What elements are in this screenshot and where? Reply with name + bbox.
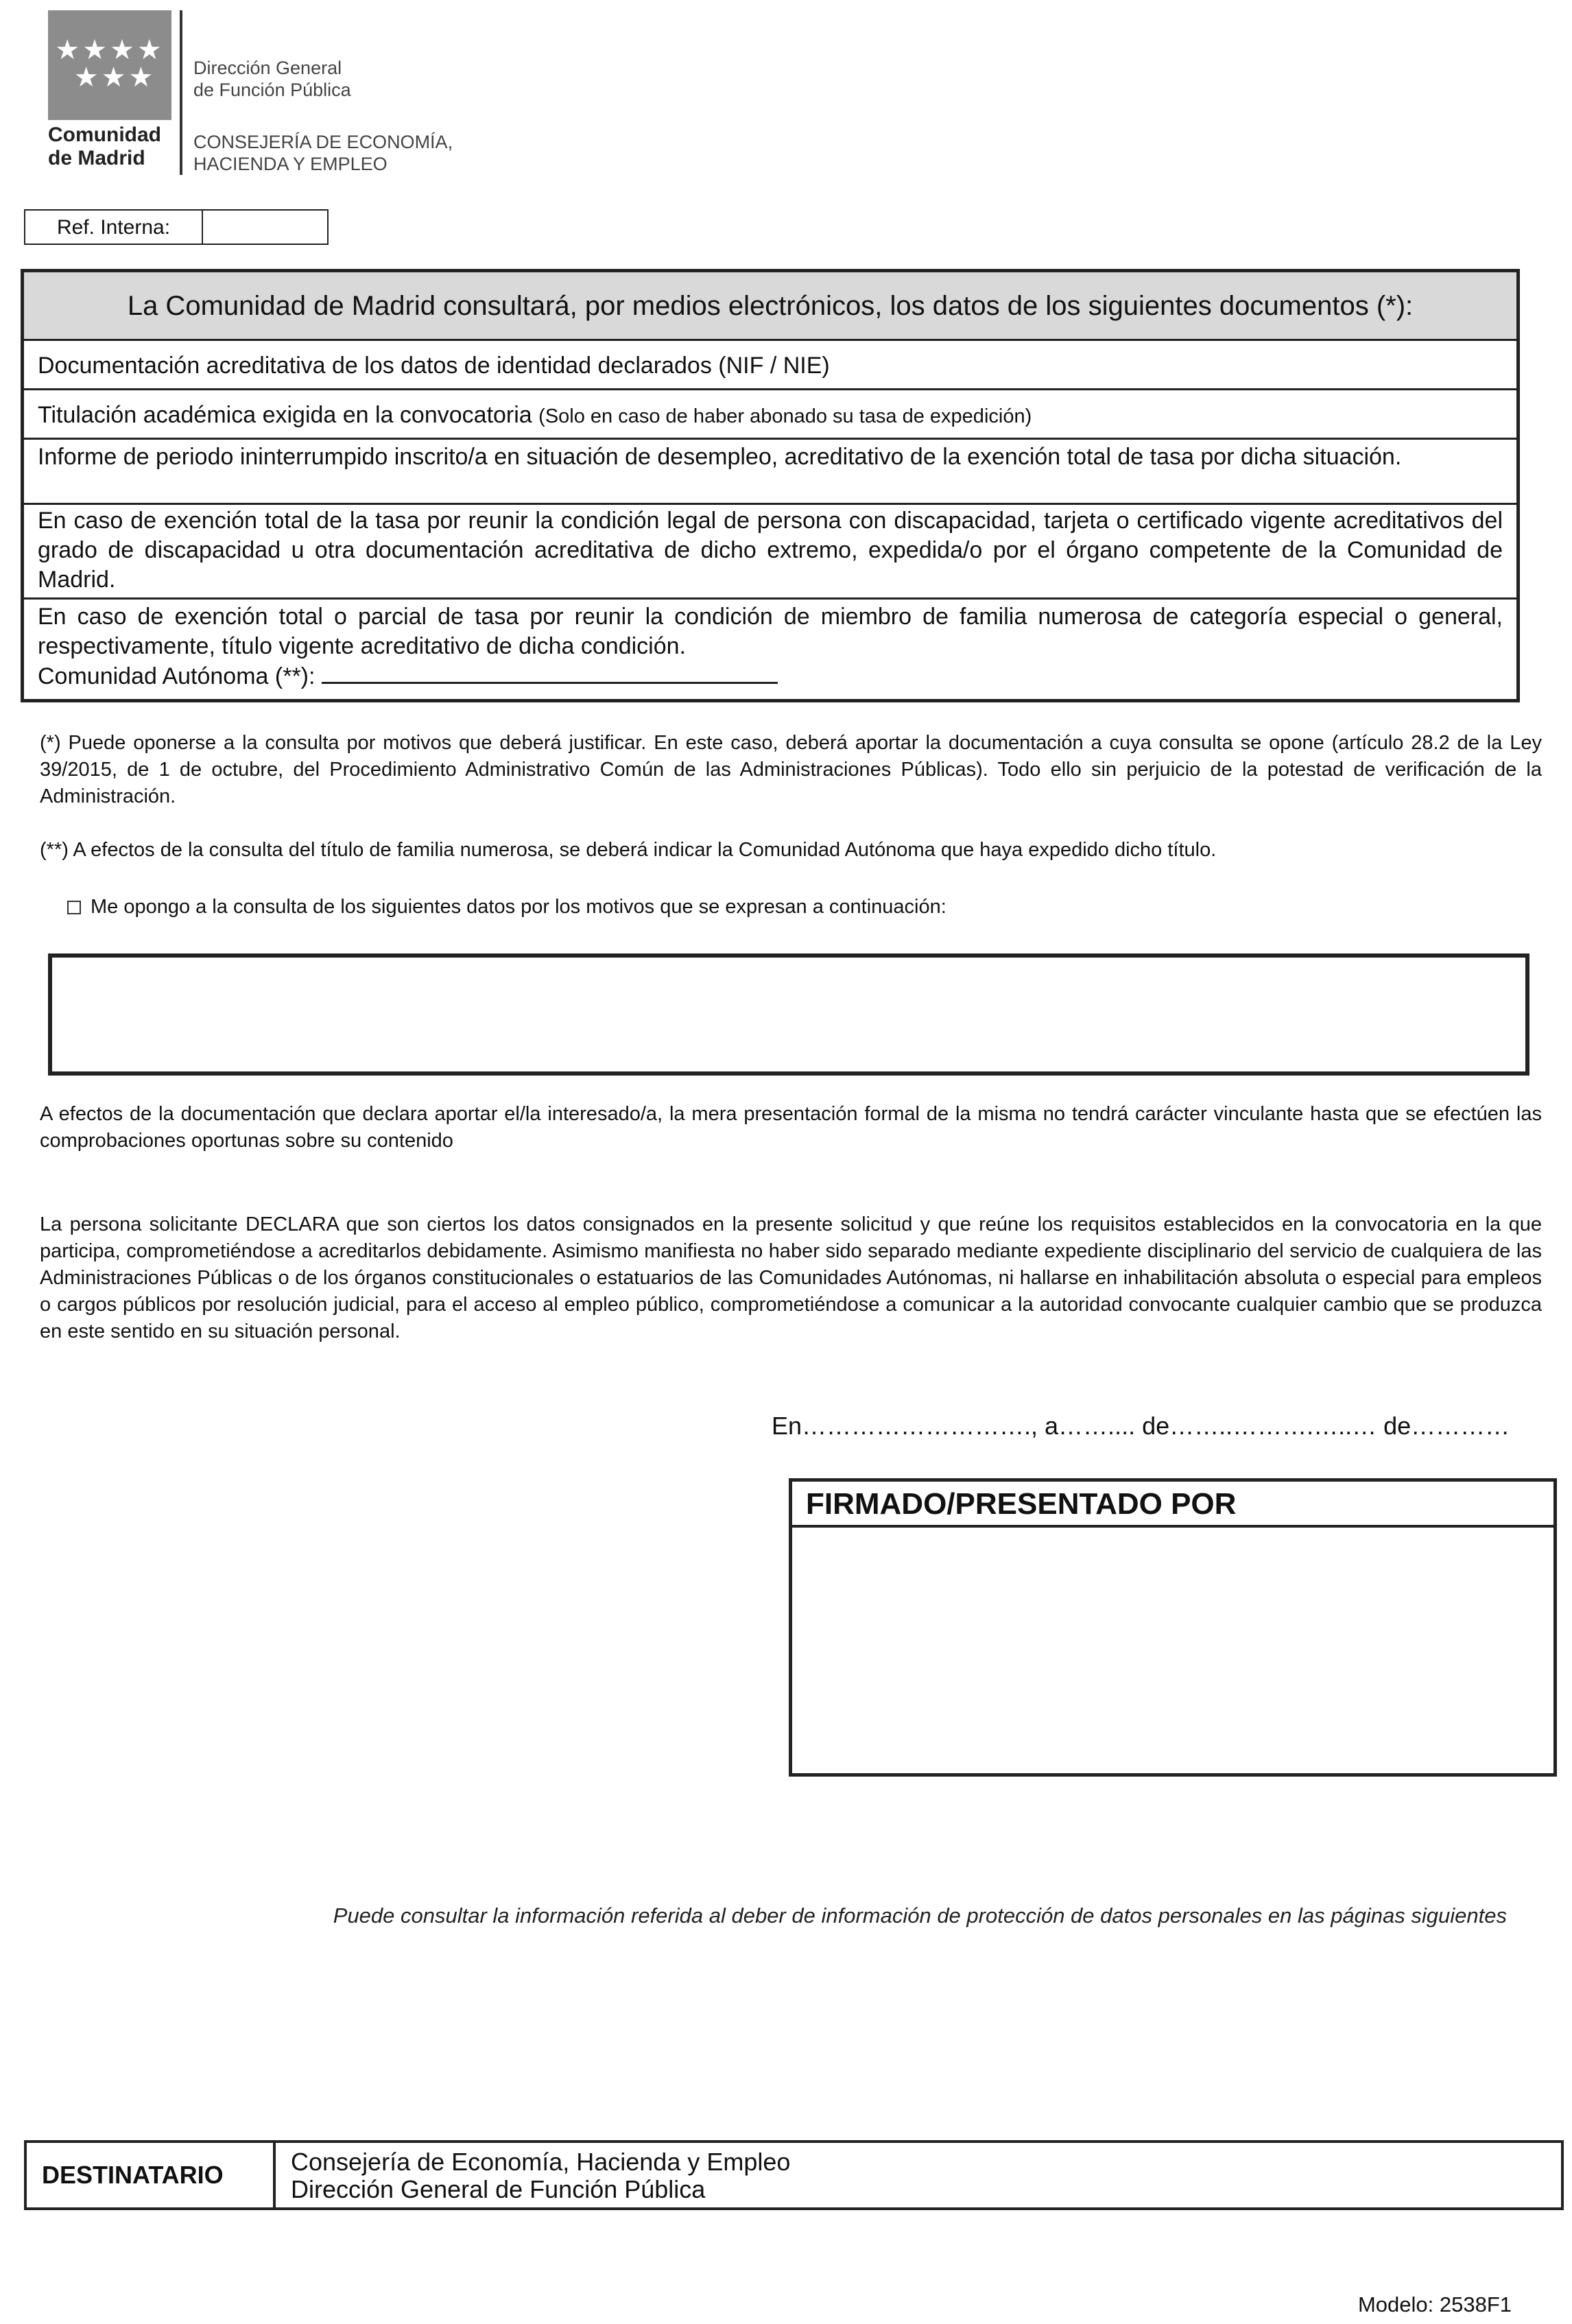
familia-text: En caso de exención total o parcial de tasa por reunir la condición de miembro de familia numerosa de categoría especial o general, respectivamente, título vigente acreditativo de dicha condición. (38, 604, 1503, 659)
note-oposicion: (*) Puede oponerse a la consulta por motivos que deberá justificar. En este caso, deberá aportar la documentación a cuya consulta se opone (artículo 28.2 de la Ley 39/2015, de 1 de octubre, del Procedimiento Administrativo Común de las Administraciones Públicas). Todo ello sin perjuicio de la potestad de verificación de la Administración. (40, 732, 1542, 807)
ref-interna-label: Ref. Interna: (25, 211, 203, 244)
row-nif: Documentación acreditativa de los datos de identidad declarados (NIF / NIE) (24, 341, 1516, 390)
comunidad-autonoma-label: Comunidad Autónoma (**): (38, 663, 315, 689)
row-titulacion (24, 390, 1516, 440)
titulacion-note: (Solo en caso de haber abonado su tasa de expedición) (538, 405, 1032, 427)
logo-name-line2: de Madrid (48, 147, 145, 169)
note-familia-numerosa: (**) A efectos de la consulta del título de familia numerosa, se deberá indicar la Comunidad Autónoma que haya expedido dicho título. (40, 839, 1217, 861)
direccion-line1: Dirección General (193, 58, 342, 78)
row-desempleo: Informe de periodo ininterrumpido inscrito/a en situación de desempleo, acreditativo de la exención total de tasa por dicha situación. (24, 440, 1516, 505)
direccion-general (193, 57, 351, 101)
destinatario-value (291, 2148, 790, 2203)
consejeria (193, 131, 453, 175)
place-date-line[interactable]: En………………………., a…….... de……..……….…..… de………… (772, 1412, 1510, 1440)
header-logo (48, 10, 487, 178)
consejeria-line1: CONSEJERÍA DE ECONOMÍA, (193, 132, 453, 152)
logo-name (48, 123, 175, 170)
consult-header: La Comunidad de Madrid consultará, por medios electrónicos, los datos de los siguientes documentos (*): (24, 272, 1516, 341)
stars-icon: ★★★★ ★★★ (55, 35, 165, 93)
row-familia-numerosa (24, 600, 1516, 702)
signature-title: FIRMADO/PRESENTADO POR (792, 1482, 1553, 1528)
motives-textarea[interactable] (48, 953, 1529, 1076)
destinatario-label: DESTINATARIO (27, 2143, 276, 2207)
logo-divider (180, 10, 182, 175)
comunidad-autonoma-field (38, 661, 1503, 691)
oppose-label: Me opongo a la consulta de los siguientes datos por los motivos que se expresan a continuación: (91, 896, 946, 918)
declaracion: La persona solicitante DECLARA que son ciertos los datos consignados en la presente solicitud y que reúne los requisitos establecidos en la convocatoria en la que participa, comprometiéndose a acreditarlos debidamente. Asimismo manifiesta no haber sido separado mediante expediente disciplinario del servicio de cualquiera de las Administraciones Públicas o de los órganos constitucionales o estatuarios de las Comunidades Autónomas, ni hallarse en inhabilitación absoluta o especial para empleos o cargos públicos por resolución judicial, para el acceso al empleo público, comprometiéndose a comunicar a la autoridad convocante cualquier cambio que se produzca en este sentido en su situación personal. (40, 1213, 1542, 1342)
ref-interna-input[interactable] (205, 211, 325, 244)
row-discapacidad: En caso de exención total de la tasa por reunir la condición legal de persona con discapacidad, tarjeta o certificado vigente acreditativos del grado de discapacidad u otra documentación acreditativa de dicho extremo, expedida/o por el órgano competente de la Comunidad de Madrid. (24, 505, 1516, 600)
documentation-note: A efectos de la documentación que declara aportar el/la interesado/a, la mera presentación formal de la misma no tendrá carácter vinculante hasta que se efectúen las comprobaciones oportunas sobre su contenido (40, 1103, 1542, 1152)
modelo-code: Modelo: 2538F1 (1357, 2292, 1512, 2316)
destinatario-box (24, 2140, 1564, 2210)
logo-name-line1: Comunidad (48, 123, 161, 146)
oppose-option (67, 893, 946, 921)
ref-interna-field (24, 209, 329, 245)
consult-documents-table (21, 269, 1520, 702)
privacy-note: Puede consultar la información referida al deber de información de protección de datos personales en las páginas siguientes (333, 1904, 1507, 1928)
direccion-line2: de Función Pública (193, 80, 351, 100)
destinatario-line1: Consejería de Economía, Hacienda y Empleo (291, 2148, 791, 2176)
comunidad-autonoma-input[interactable] (322, 661, 778, 684)
oppose-checkbox[interactable] (67, 901, 81, 914)
destinatario-line2: Dirección General de Función Pública (291, 2175, 706, 2203)
consejeria-line2: HACIENDA Y EMPLEO (193, 154, 388, 174)
signature-box[interactable] (789, 1478, 1557, 1777)
titulacion-main: Titulación académica exigida en la convocatoria (38, 402, 532, 428)
